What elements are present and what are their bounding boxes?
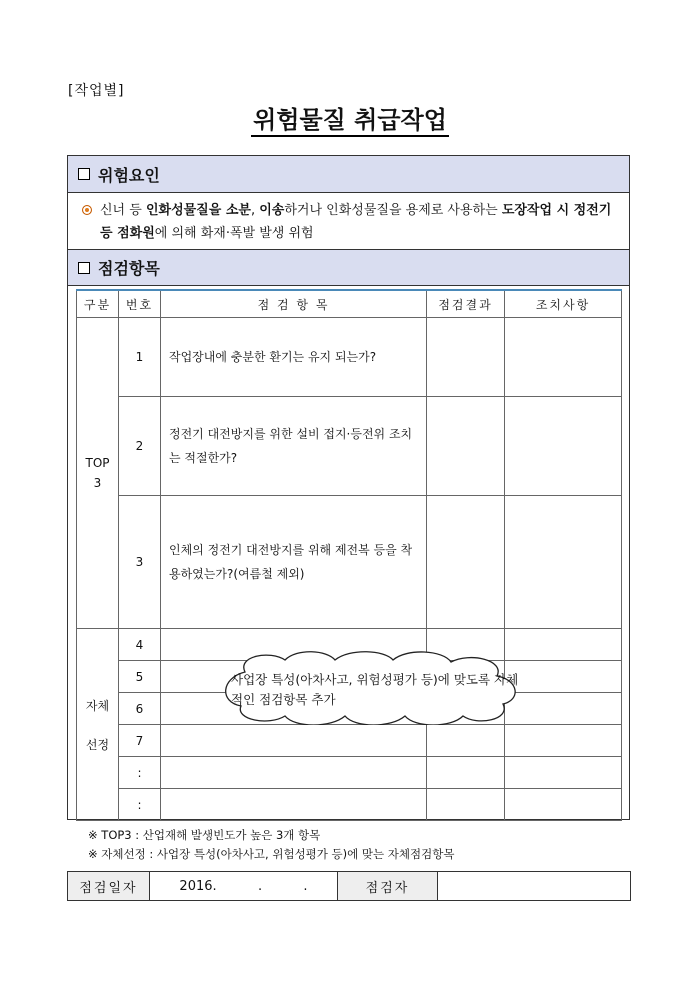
checkbox-square-icon	[78, 262, 90, 274]
result-cell[interactable]	[427, 757, 505, 789]
table-row	[77, 725, 622, 757]
checkbox-square-icon	[78, 168, 90, 180]
item-text-cell[interactable]	[161, 757, 427, 789]
item-text: 작업장내에 충분한 환기는 유지 되는가?	[169, 350, 377, 364]
col-header-category: 구분	[77, 290, 119, 318]
item-text-cell[interactable]	[161, 789, 427, 821]
table-row	[77, 318, 622, 397]
risk-text-7: 에 의해 화재·폭발 발생 위험	[154, 226, 314, 241]
top3-label-2: 3	[93, 476, 102, 490]
risk-heading: 위험요인	[98, 165, 160, 185]
self-label-2: 선정	[85, 737, 110, 752]
action-cell[interactable]	[505, 757, 622, 789]
col-header-item: 점 검 항 목	[161, 290, 427, 318]
date-label: 점검일자	[68, 872, 150, 901]
risk-text-5: 하거나 인화성물질을 용제로 사용하는	[284, 203, 502, 218]
result-cell[interactable]	[427, 318, 505, 397]
item-number: 1	[119, 318, 161, 397]
top3-label-1: TOP	[85, 456, 110, 470]
item-text-cell	[161, 496, 427, 629]
action-cell[interactable]	[505, 318, 622, 397]
item-number: :	[119, 757, 161, 789]
document-tag: [작업별]	[68, 83, 125, 99]
action-cell[interactable]	[505, 397, 622, 496]
check-table	[76, 289, 622, 821]
risk-text-6: 도장작업 시 정전기 등 점화원	[100, 203, 612, 241]
action-cell[interactable]	[505, 789, 622, 821]
risk-section-header	[68, 156, 629, 193]
footnote-self: ※ 자체선정 : 사업장 특성(아차사고, 위험성평가 등)에 맞는 자체점검항목	[88, 847, 455, 861]
page-title-text: 위험물질 취급작업	[251, 106, 449, 137]
self-label-1: 자체	[85, 698, 110, 713]
table-row	[77, 496, 622, 629]
signature-table	[67, 871, 631, 901]
top3-category-cell	[77, 318, 119, 629]
col-header-result: 점검결과	[427, 290, 505, 318]
table-header-row	[77, 290, 622, 318]
item-number: 6	[119, 693, 161, 725]
inspector-label: 점검자	[338, 872, 438, 901]
inspector-field[interactable]	[438, 872, 631, 901]
item-number: 5	[119, 661, 161, 693]
check-heading: 점검항목	[98, 259, 160, 278]
item-number: 2	[119, 397, 161, 496]
page-title	[0, 100, 700, 135]
col-header-action: 조치사항	[505, 290, 622, 318]
signature-row	[68, 872, 631, 901]
item-number: 3	[119, 496, 161, 629]
item-number: 7	[119, 725, 161, 757]
col-header-number: 번호	[119, 290, 161, 318]
risk-text-4: 이송	[259, 203, 285, 218]
item-number: 4	[119, 629, 161, 661]
result-cell[interactable]	[427, 789, 505, 821]
risk-description	[68, 193, 629, 249]
action-cell[interactable]	[505, 496, 622, 629]
action-cell[interactable]	[505, 725, 622, 757]
result-cell[interactable]	[427, 397, 505, 496]
footnote-top3: ※ TOP3 : 산업재해 발생빈도가 높은 3개 항목	[88, 828, 321, 842]
bullet-icon	[82, 205, 92, 215]
risk-text-3: ,	[250, 203, 260, 218]
cloud-callout-text: 사업장 특성(아차사고, 위험성평가 등)에 맞도록 자체적인 점검항목 추가	[231, 672, 519, 707]
result-cell[interactable]	[427, 725, 505, 757]
table-row	[77, 757, 622, 789]
risk-text-2: 인화성물질을 소분	[145, 203, 251, 218]
table-row	[77, 789, 622, 821]
item-text: 인체의 정전기 대전방지를 위해 제전복 등을 착용하였는가?(여름철 제외)	[169, 543, 413, 581]
risk-text-1: 신너 등	[100, 203, 146, 218]
table-row	[77, 397, 622, 496]
item-number: :	[119, 789, 161, 821]
check-section-header	[68, 249, 629, 286]
item-text-cell	[161, 318, 427, 397]
item-text-cell	[161, 397, 427, 496]
item-text-cell[interactable]	[161, 725, 427, 757]
date-field[interactable]: 2016. . .	[150, 872, 338, 901]
result-cell[interactable]	[427, 496, 505, 629]
item-text: 정전기 대전방지를 위한 설비 접지·등전위 조치는 적절한가?	[169, 427, 413, 465]
footnotes	[88, 826, 454, 864]
self-category-cell	[77, 629, 119, 821]
